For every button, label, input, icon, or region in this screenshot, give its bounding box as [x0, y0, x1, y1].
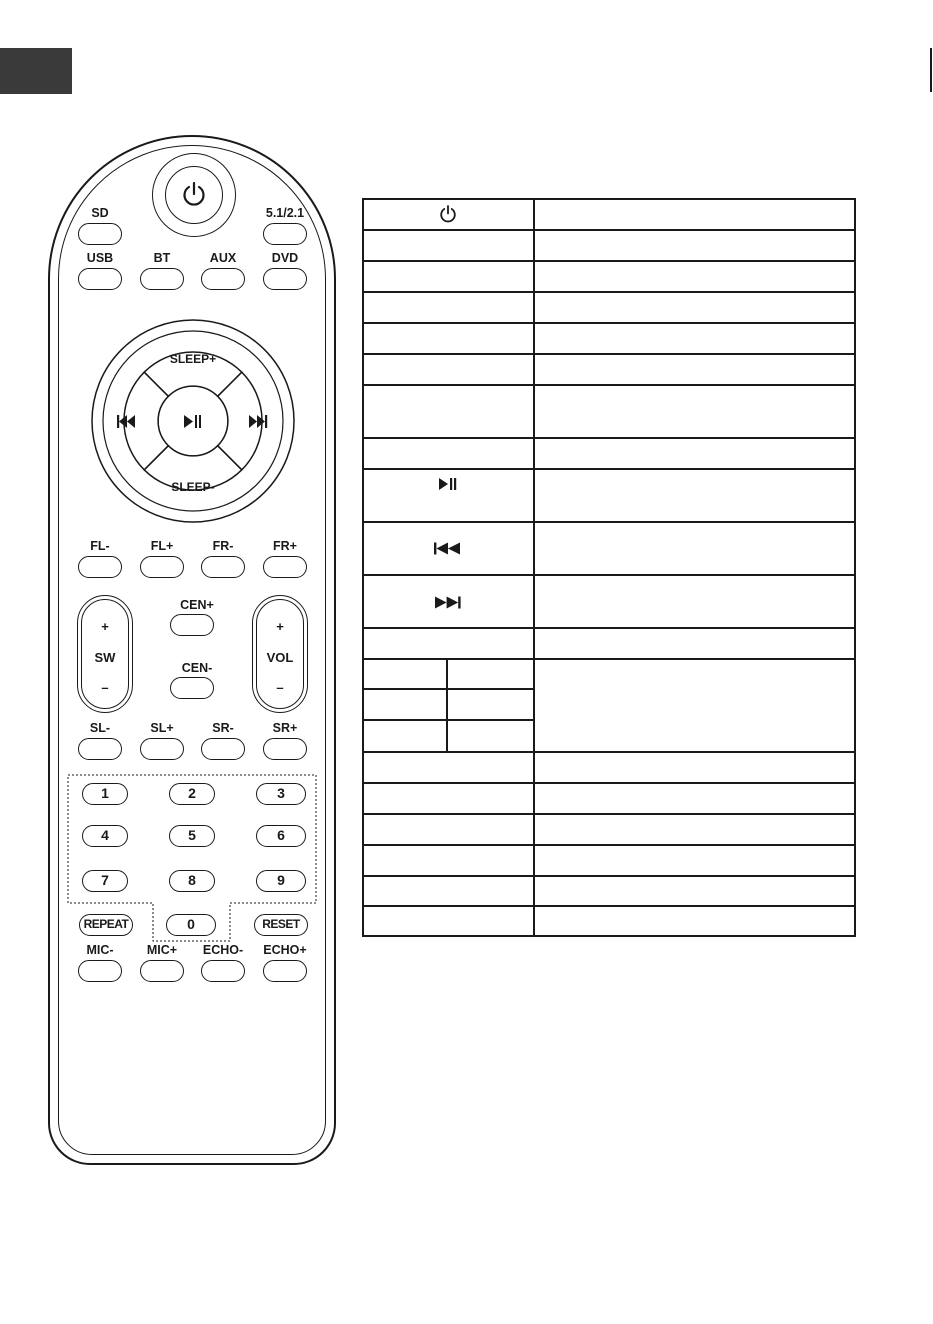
aux-label: AUX	[209, 251, 237, 265]
table-column-divider	[533, 198, 535, 936]
table-rule	[362, 291, 856, 293]
cen-plus-button[interactable]	[170, 614, 214, 636]
vol-plus-label: +	[276, 619, 284, 634]
number-3-button[interactable]: 3	[256, 783, 306, 805]
table-border-left	[362, 198, 364, 936]
mode-51-21-label: 5.1/2.1	[265, 206, 305, 220]
usb-button[interactable]	[78, 268, 122, 290]
number-4-button[interactable]: 4	[82, 825, 128, 847]
fl-minus-label: FL-	[90, 539, 110, 553]
language-tab	[0, 48, 72, 94]
vol-minus-label: –	[276, 680, 284, 695]
sl-plus-label: SL+	[150, 721, 174, 735]
power-button[interactable]	[165, 166, 223, 224]
number-8-button[interactable]: 8	[169, 870, 215, 892]
echo-plus-label: ECHO+	[263, 943, 307, 957]
table-rule	[362, 437, 856, 439]
table-rule-partial	[362, 719, 533, 721]
mic-minus-button[interactable]	[78, 960, 122, 982]
fl-plus-label: FL+	[150, 539, 174, 553]
repeat-button[interactable]: REPEAT	[79, 914, 133, 936]
fr-plus-label: FR+	[273, 539, 297, 553]
fr-plus-button[interactable]	[263, 556, 307, 578]
table-rule	[362, 384, 856, 386]
mic-plus-button[interactable]	[140, 960, 184, 982]
table-rule	[362, 521, 856, 523]
reset-button[interactable]: RESET	[254, 914, 308, 936]
play-pause-icon	[438, 477, 458, 491]
cen-plus-label: CEN+	[180, 598, 214, 612]
table-rule	[362, 260, 856, 262]
sl-plus-button[interactable]	[140, 738, 184, 760]
dvd-button[interactable]	[263, 268, 307, 290]
sd-button[interactable]	[78, 223, 122, 245]
mic-plus-label: MIC+	[146, 943, 178, 957]
fr-minus-label: FR-	[212, 539, 234, 553]
next-icon	[433, 596, 463, 609]
sd-label: SD	[91, 206, 109, 220]
sleep-plus-label: SLEEP+	[169, 352, 217, 366]
table-rule	[362, 935, 856, 937]
table-rule	[362, 468, 856, 470]
table-play-pause-cell	[362, 477, 533, 491]
number-5-button[interactable]: 5	[169, 825, 215, 847]
usb-label: USB	[86, 251, 114, 265]
vol-label: VOL	[266, 650, 294, 665]
table-previous-cell	[362, 542, 533, 555]
number-6-button[interactable]: 6	[256, 825, 306, 847]
number-2-button[interactable]: 2	[169, 783, 215, 805]
bt-button[interactable]	[140, 268, 184, 290]
table-rule	[362, 844, 856, 846]
table-rule	[362, 658, 856, 660]
button-function-table	[362, 198, 856, 936]
cen-minus-button[interactable]	[170, 677, 214, 699]
power-icon	[439, 205, 457, 223]
power-icon	[181, 181, 207, 209]
sl-minus-label: SL-	[89, 721, 111, 735]
table-subcolumn-divider	[446, 658, 448, 751]
sr-plus-label: SR+	[272, 721, 298, 735]
table-rule-partial	[362, 688, 533, 690]
table-rule	[362, 198, 856, 200]
number-9-button[interactable]: 9	[256, 870, 306, 892]
sr-minus-button[interactable]	[201, 738, 245, 760]
echo-plus-button[interactable]	[263, 960, 307, 982]
table-rule	[362, 782, 856, 784]
number-0-button[interactable]: 0	[166, 914, 216, 936]
sw-minus-label: –	[101, 680, 109, 695]
cen-minus-label: CEN-	[181, 661, 213, 675]
sleep-minus-label: SLEEP-	[171, 480, 215, 494]
aux-button[interactable]	[201, 268, 245, 290]
number-1-button[interactable]: 1	[82, 783, 128, 805]
mode-51-21-button[interactable]	[263, 223, 307, 245]
table-rule	[362, 322, 856, 324]
fl-plus-button[interactable]	[140, 556, 184, 578]
mic-minus-label: MIC-	[86, 943, 114, 957]
sw-label: SW	[94, 650, 116, 665]
table-rule	[362, 353, 856, 355]
table-rule	[362, 751, 856, 753]
echo-minus-button[interactable]	[201, 960, 245, 982]
table-power-cell	[362, 205, 533, 223]
table-rule	[362, 229, 856, 231]
bt-label: BT	[153, 251, 171, 265]
sw-plus-label: +	[101, 619, 109, 634]
table-border-right	[854, 198, 856, 936]
table-next-cell	[362, 596, 533, 609]
table-rule	[362, 875, 856, 877]
sr-plus-button[interactable]	[263, 738, 307, 760]
fr-minus-button[interactable]	[201, 556, 245, 578]
table-rule	[362, 627, 856, 629]
table-rule	[362, 905, 856, 907]
sr-minus-label: SR-	[212, 721, 234, 735]
sl-minus-button[interactable]	[78, 738, 122, 760]
echo-minus-label: ECHO-	[202, 943, 244, 957]
dvd-label: DVD	[271, 251, 299, 265]
fl-minus-button[interactable]	[78, 556, 122, 578]
page-edge-rule	[930, 48, 932, 92]
number-7-button[interactable]: 7	[82, 870, 128, 892]
table-rule	[362, 574, 856, 576]
previous-icon	[433, 542, 463, 555]
table-rule	[362, 813, 856, 815]
